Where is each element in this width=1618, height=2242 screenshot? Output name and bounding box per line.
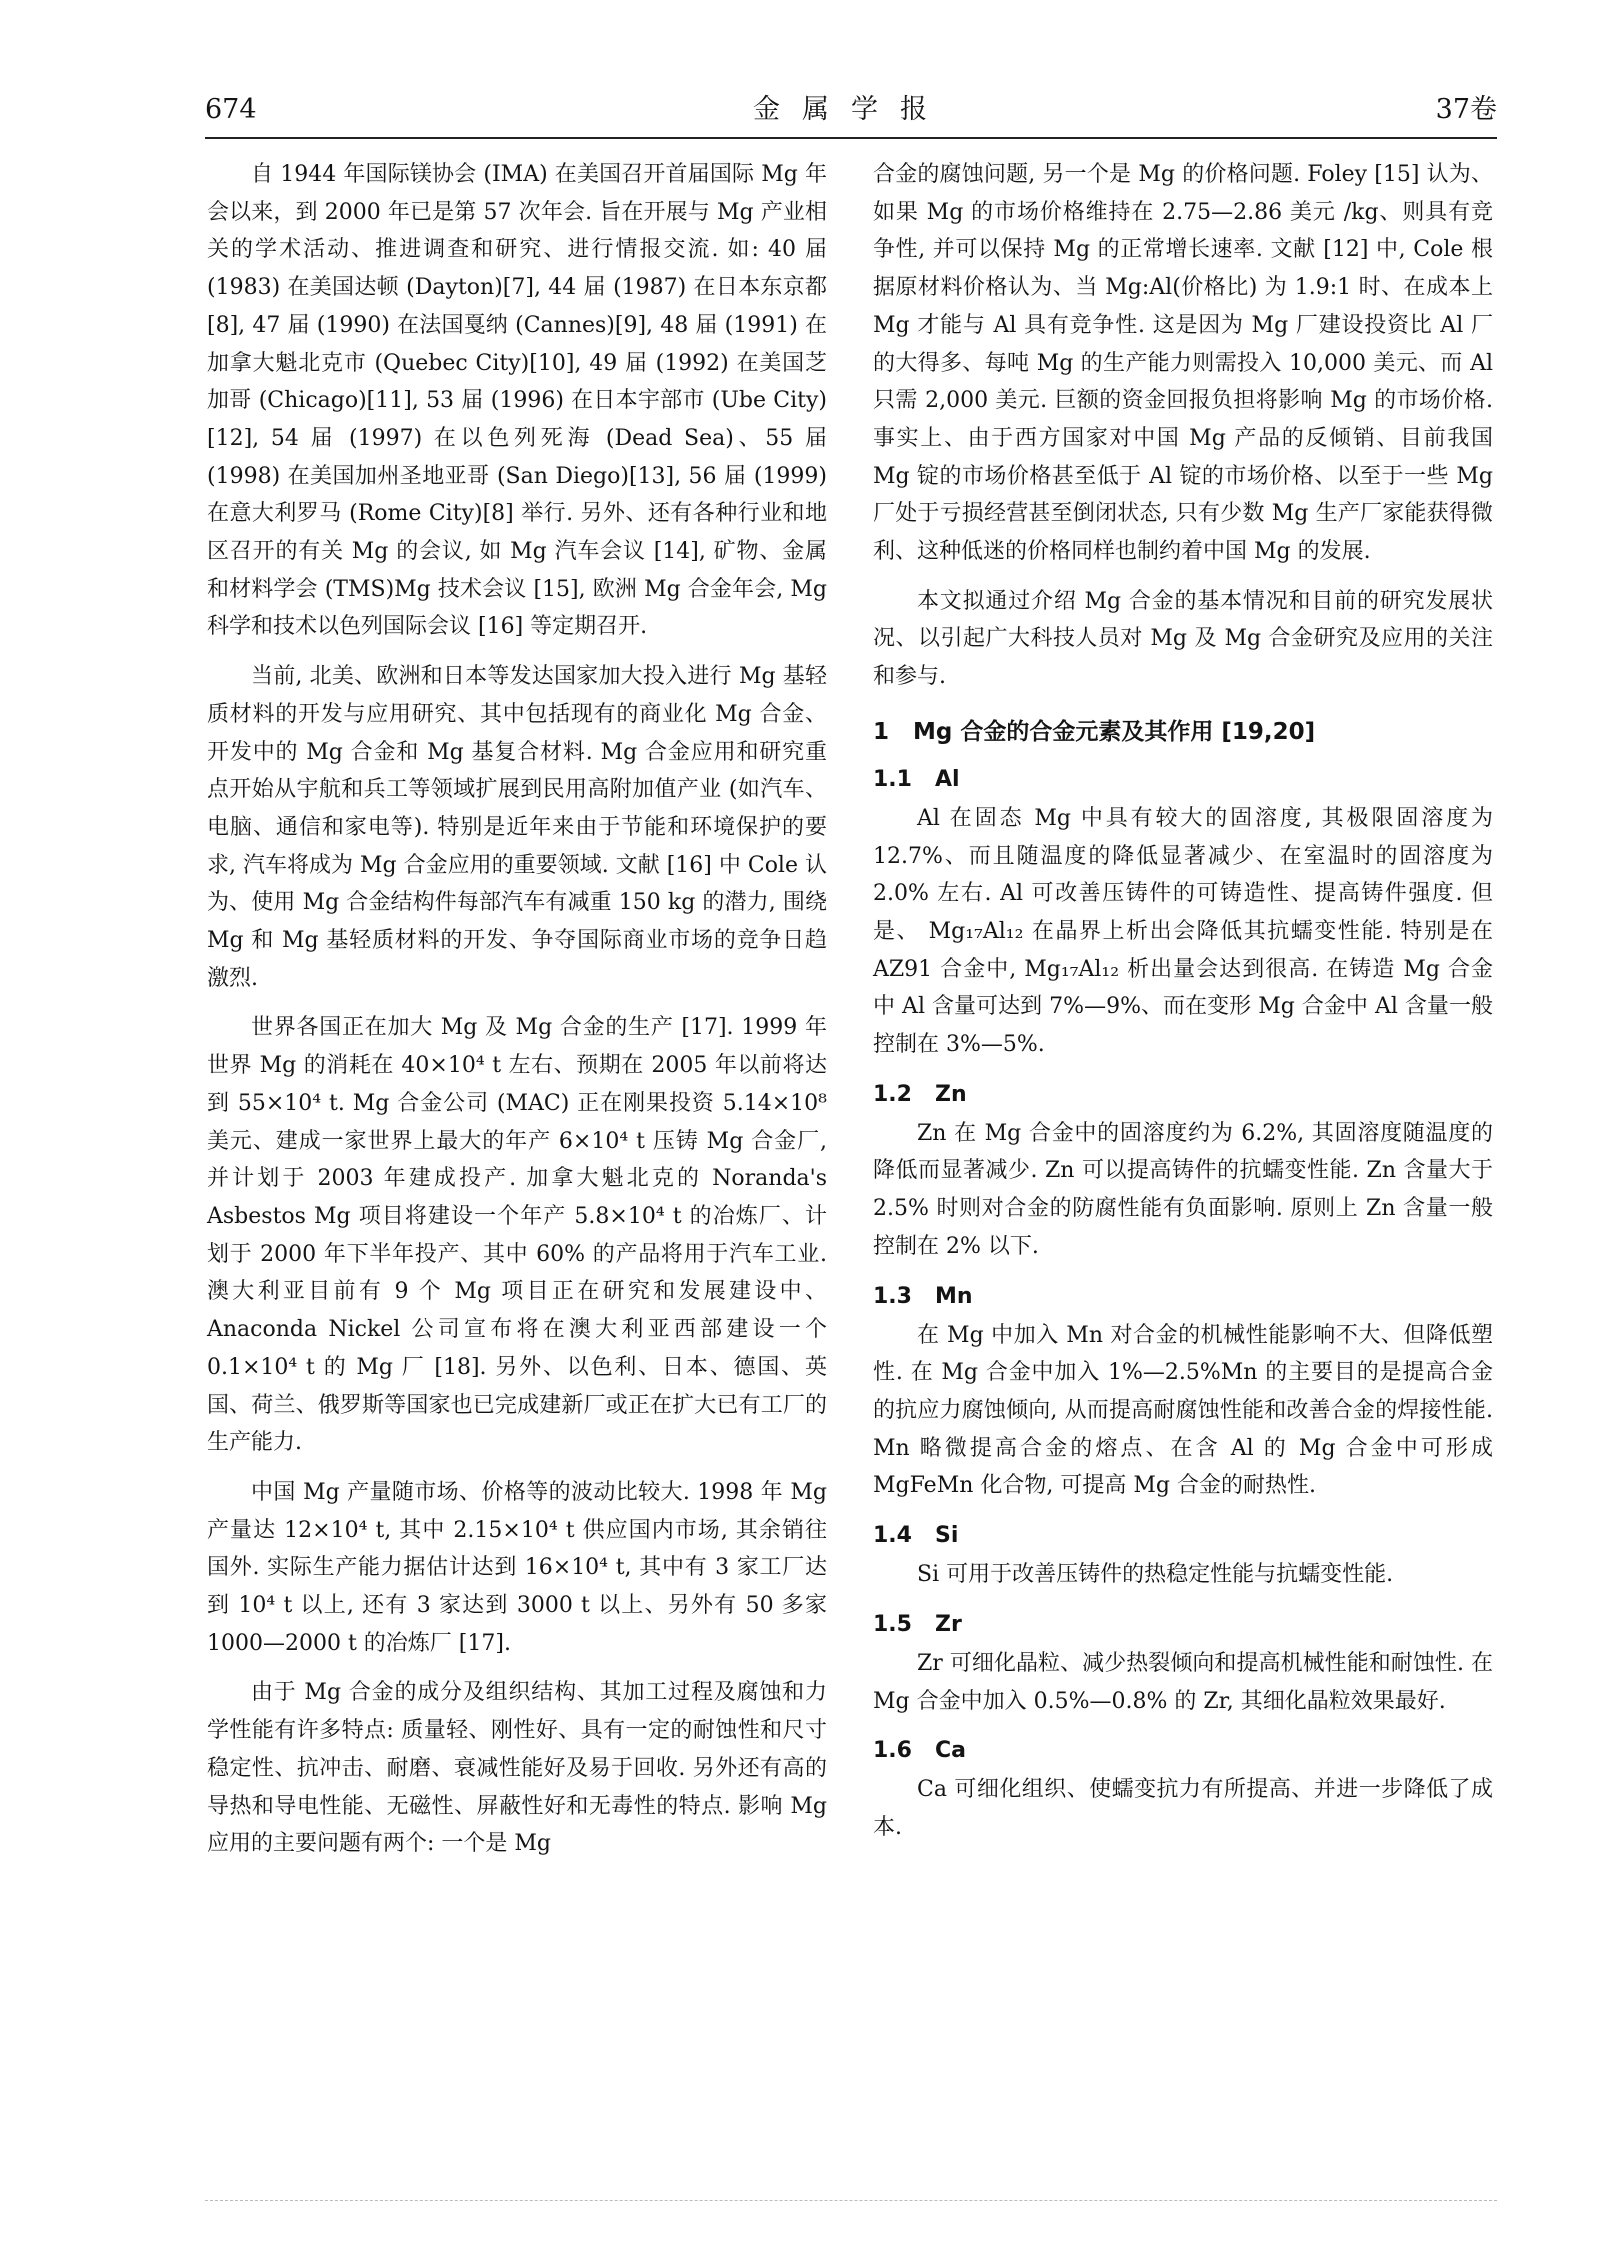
bottom-scan-line (205, 2200, 1497, 2201)
right-column (873, 156, 1493, 1859)
paragraph-ima-conferences: 自 1944 年国际镁协会 (IMA) 在美国召开首届国际 Mg 年会以来，到 2000 年已是第 57 次年会. 旨在开展与 Mg 产业相关的学术活动、推进调查和研究、进行情报交流. 如: 40 届 (1983) 在美国达顿 (Dayton)[7], 44 届 (1987) 在日本东京都 [8], 47 届 (1990) 在法国戛纳 (Cannes)[9], 48 届 (1991) 在加拿大魁北克市 (Quebec City)[10], 49 届 (1992) 在美国芝加哥 (Chicago)[11], 53 届 (1996) 在日本宇部市 (Ube City)[12], 54 届 (1997) 在以色列死海 (Dead Sea)、55 届 (1998) 在美国加州圣地亚哥 (San Diego)[13], 56 届 (1999) 在意大利罗马 (Rome City)[8] 举行. 另外、还有各种行业和地区召开的有关 Mg 的会议, 如 Mg 汽车会议 [14], 矿物、金属和材料学会 (TMS)Mg 技术会议 [15], 欧洲 Mg 合金年会, Mg 科学和技术以色列国际会议 [16] 等定期召开. (207, 162, 827, 640)
subsection-text-zn: Zn 在 Mg 合金中的固溶度约为 6.2%, 其固溶度随温度的降低而显著减少. Zn 可以提高铸件的抗蠕变性能. Zn 含量大于 2.5% 时则对合金的防腐性能有负面影响. 原则上 Zn 含量一般控制在 2% 以下. (873, 1120, 1493, 1259)
subsection-text-zr: Zr 可细化晶粒、减少热裂倾向和提高机械性能和耐蚀性. 在 Mg 合金中加入 0.5%—0.8% 的 Zr, 其细化晶粒效果最好. (873, 1650, 1493, 1714)
paragraph-world-production: 世界各国正在加大 Mg 及 Mg 合金的生产 [17]. 1999 年世界 Mg 的消耗在 40×10⁴ t 左右、预期在 2005 年以前将达到 55×10⁴ t. Mg 合金公司 (MAC) 正在刚果投资 5.14×10⁸ 美元、建成一家世界上最大的年产 6×10⁴ t 压铸 Mg 合金厂, 并计划于 2003 年建成投产. 加拿大魁北克的 Noranda's Asbestos Mg 项目将建设一个年产 5.8×10⁴ t 的冶炼厂、计划于 2000 年下半年投产、其中 60% 的产品将用于汽车工业. 澳大利亚目前有 9 个 Mg 项目正在研究和发展建设中、 Anaconda Nickel 公司宣布将在澳大利亚西部建设一个 0.1×10⁴ t 的 Mg 厂 [18]. 另外、以色利、日本、德国、英国、荷兰、俄罗斯等国家也已完成建新厂或正在扩大已有工厂的生产能力. (207, 1015, 827, 1456)
subsection-text-ca: Ca 可细化组织、使蠕变抗力有所提高、并进一步降低了成本. (873, 1777, 1493, 1840)
section-title: Mg 合金的合金元素及其作用 [19,20] (913, 718, 1316, 745)
subsection-heading-mn: 1.3 Mn (873, 1283, 973, 1309)
paragraph-development-research: 当前, 北美、欧洲和日本等发达国家加大投入进行 Mg 基轻质材料的开发与应用研究、其中包括现有的商业化 Mg 合金、开发中的 Mg 合金和 Mg 基复合材料. Mg 合金应用和研究重点开始从宇航和兵工等领域扩展到民用高附加值产业 (如汽车、电脑、通信和家电等). 特别是近年来由于节能和环境保护的要求, 汽车将成为 Mg 合金应用的重要领域. 文献 [16] 中 Cole 认为、使用 Mg 合金结构件每部汽车有减重 150 kg 的潜力, 围绕 Mg 和 Mg 基轻质材料的开发、争夺国际商业市场的竞争日趋激烈. (207, 664, 827, 991)
paragraph-china-production: 中国 Mg 产量随市场、价格等的波动比较大. 1998 年 Mg 产量达 12×10⁴ t, 其中 2.15×10⁴ t 供应国内市场, 其余销往国外. 实际生产能力据估计达到 16×10⁴ t, 其中有 3 家工厂达到 10⁴ t 以上, 还有 3 家达到 3000 t 以上、另外有 50 多家 1000—2000 t 的冶炼厂 [17]. (207, 1479, 827, 1656)
header-rule (205, 137, 1497, 139)
subsection-heading-al: 1.1 Al (873, 766, 960, 792)
subsection-heading-si: 1.4 Si (873, 1523, 959, 1549)
page-number: 674 (205, 94, 257, 125)
subsection-heading-zn: 1.2 Zn (873, 1081, 967, 1107)
subsection-heading-ca: 1.6 Ca (873, 1738, 966, 1764)
subsection-text-al: Al 在固态 Mg 中具有较大的固溶度, 其极限固溶度为 12.7%、而且随温度的降低显著减少、在室温时的固溶度为 2.0% 左右. Al 可改善压铸件的可铸造性、提高铸件强度. 但是、 Mg₁₇Al₁₂ 在晶界上析出会降低其抗蠕变性能. 特别是在 AZ91 合金中, Mg₁₇Al₁₂ 析出量会达到很高. 在铸造 Mg 合金中 Al 含量可达到 7%—9%、而在变形 Mg 合金中 Al 含量一般控制在 3%—5%. (873, 805, 1493, 1058)
paragraph-price-issue: 合金的腐蚀问题, 另一个是 Mg 的价格问题. Foley [15] 认为、如果 Mg 的市场价格维持在 2.75—2.86 美元 /kg、则具有竞争性, 并可以保持 Mg 的正常增长速率. 文献 [12] 中, Cole 根据原材料价格认为、当 Mg:Al(价格比) 为 1.9:1 时、在成本上 Mg 才能与 Al 具有竞争性. 这是因为 Mg 厂建设投资比 Al 厂的大得多、每吨 Mg 的生产能力则需投入 10,000 美元、而 Al 只需 2,000 美元. 巨额的资金回报负担将影响 Mg 的市场价格. 事实上、由于西方国家对中国 Mg 产品的反倾销、目前我国 Mg 锭的市场价格甚至低于 Al 锭的市场价格、以至于一些 Mg 厂处于亏损经营甚至倒闭状态, 只有少数 Mg 生产厂家能获得微利、这种低迷的价格同样也制约着中国 Mg 的发展. (873, 162, 1493, 565)
journal-title: 金属学报 (753, 94, 949, 125)
subsection-heading-zr: 1.5 Zr (873, 1611, 962, 1637)
left-column (207, 156, 827, 1875)
running-header (205, 88, 1497, 132)
section-number: 1 (873, 718, 890, 745)
section-heading (873, 714, 1493, 751)
subsection-text-mn: 在 Mg 中加入 Mn 对合金的机械性能影响不大、但降低塑性. 在 Mg 合金中加入 1%—2.5%Mn 的主要目的是提高合金的抗应力腐蚀倾向, 从而提高耐腐蚀性能和改善合金的焊接性能. Mn 略微提高合金的熔点、在含 Al 的 Mg 合金中可形成 MgFeMn 化合物, 可提高 Mg 合金的耐热性. (873, 1322, 1493, 1499)
volume-label: 37卷 (1435, 94, 1497, 125)
paragraph-properties: 由于 Mg 合金的成分及组织结构、其加工过程及腐蚀和力学性能有许多特点: 质量轻、刚性好、具有一定的耐蚀性和尺寸稳定性、抗冲击、耐磨、衰减性能好及易于回收. 另外还有高的导热和导电性能、无磁性、屏蔽性好和无毒性的特点. 影响 Mg 应用的主要问题有两个: 一个是 Mg (207, 1680, 827, 1857)
paragraph-intro: 本文拟通过介绍 Mg 合金的基本情况和目前的研究发展状况、以引起广大科技人员对 Mg 及 Mg 合金研究及应用的关注和参与. (873, 588, 1493, 690)
subsection-text-si: Si 可用于改善压铸件的热稳定性能与抗蠕变性能. (917, 1562, 1394, 1588)
